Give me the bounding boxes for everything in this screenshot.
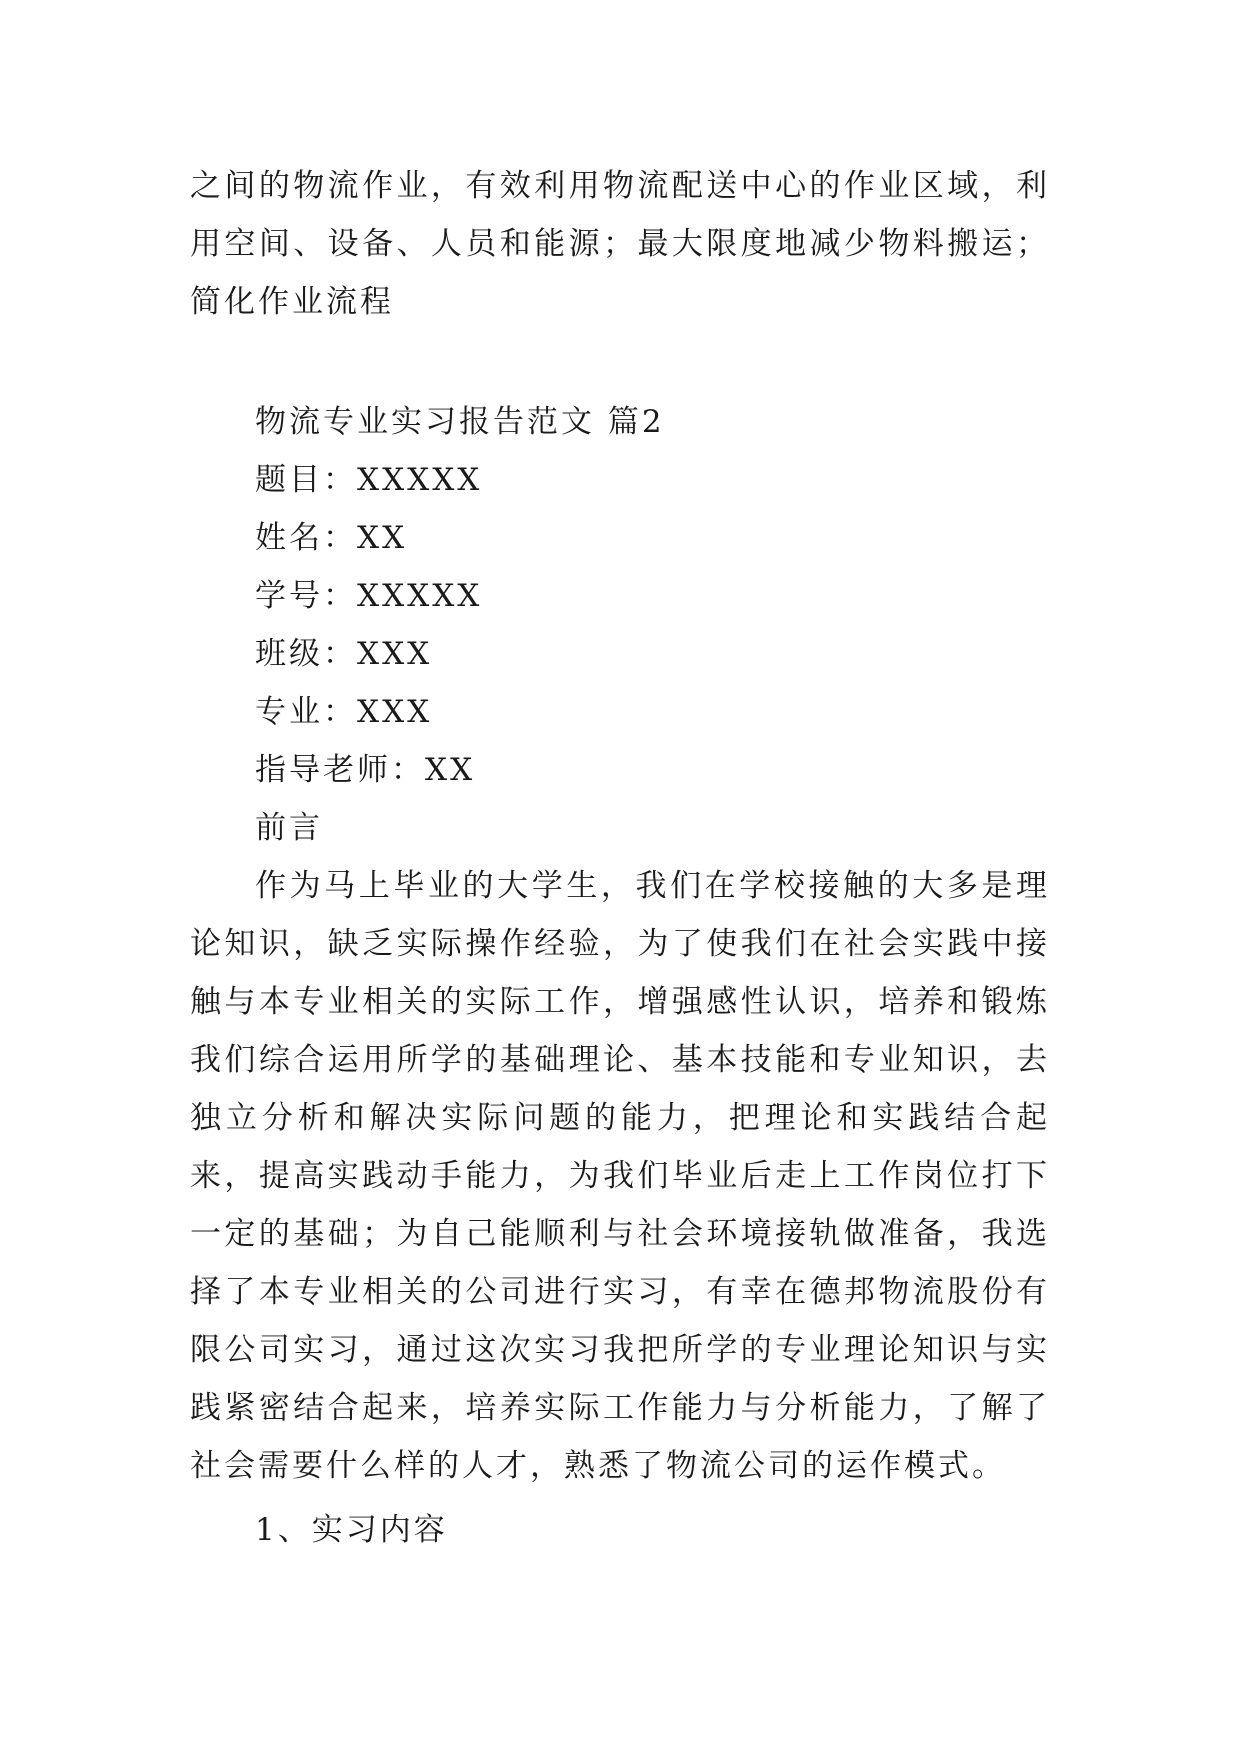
field-class: 班级：XXX: [255, 636, 433, 672]
continuation-paragraph: 之间的物流作业，有效利用物流配送中心的作业区域，利用空间、设备、人员和能源；最大限度地减少物料搬运；简化作业流程: [190, 168, 1050, 320]
field-major: 专业：XXX: [255, 694, 433, 730]
preface-title: 前言: [255, 810, 323, 846]
field-advisor: 指导老师：XX: [255, 752, 476, 788]
section-1-title: 1、实习内容: [255, 1512, 448, 1548]
field-name: 姓名：XX: [255, 520, 408, 556]
preface-paragraph: 作为马上毕业的大学生，我们在学校接触的大多是理论知识，缺乏实际操作经验，为了使我们在社会实践中接触与本专业相关的实际工作，增强感性认识，培养和锻炼我们综合运用所学的基础理论、基本技能和专业知识，去独立分析和解决实际问题的能力，把理论和实践结合起来，提高实践动手能力，为我们毕业后走上工作岗位打下一定的基础；为自己能顺利与社会环境接轨做准备，我选择了本专业相关的公司进行实习，有幸在德邦物流股份有限公司实习，通过这次实习我把所学的专业理论知识与实践紧密结合起来，培养实际工作能力与分析能力，了解了社会需要什么样的人才，熟悉了物流公司的运作模式。: [190, 868, 1050, 1484]
section-heading: 物流专业实习报告范文 篇2: [255, 404, 665, 440]
field-title: 题目：XXXXX: [255, 462, 483, 498]
field-student-id: 学号：XXXXX: [255, 578, 483, 614]
